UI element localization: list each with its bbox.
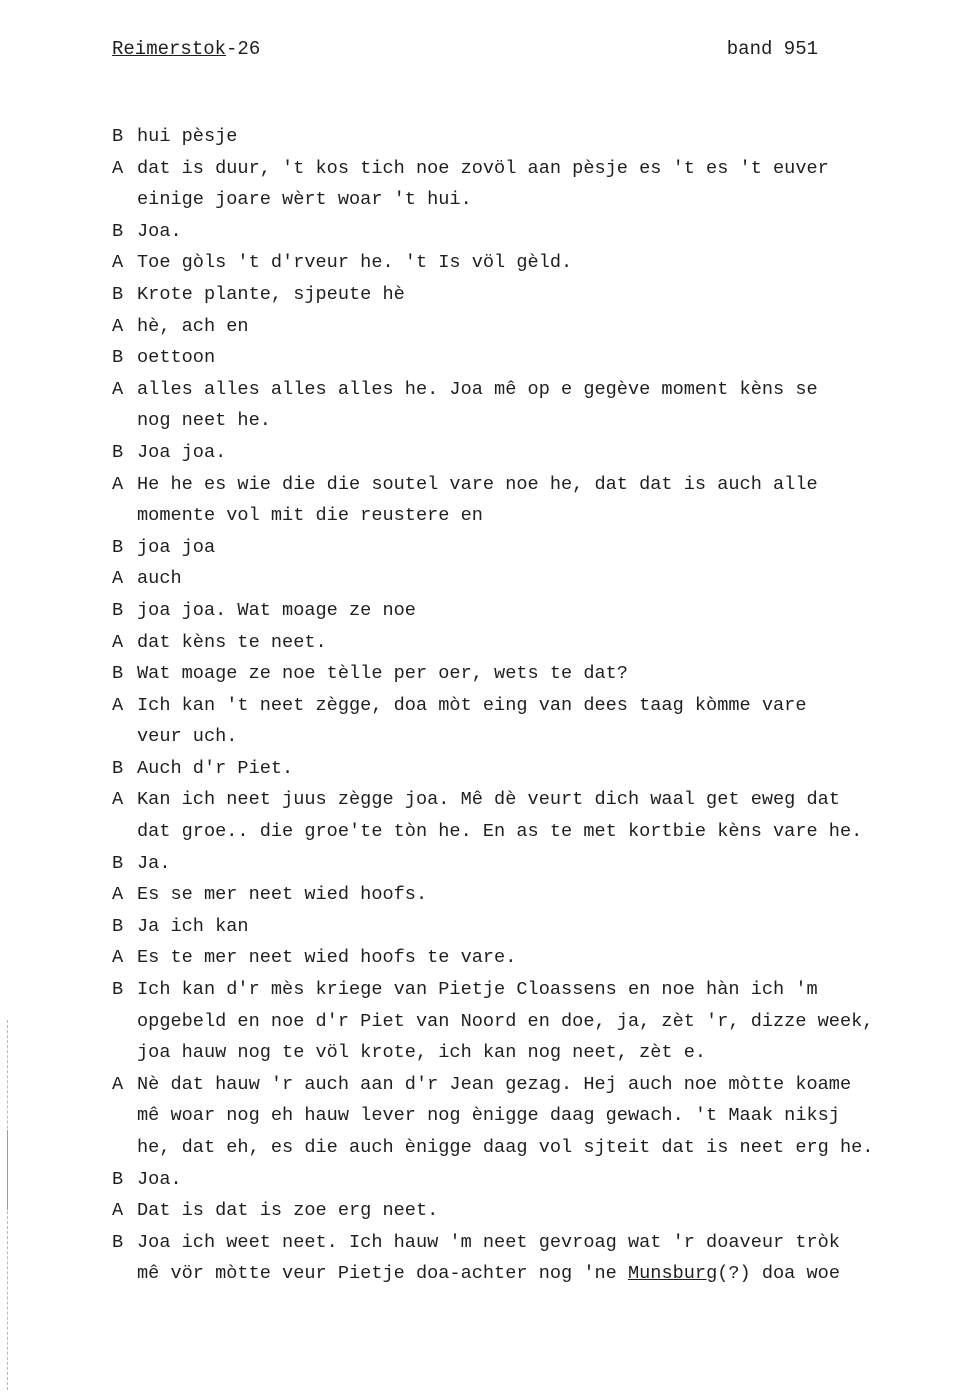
- line-text: dat kèns te neet.: [137, 631, 327, 653]
- transcript-line: [112, 1006, 957, 1038]
- transcript-line: [112, 942, 957, 974]
- line-text: Ja ich kan: [137, 915, 249, 937]
- speaker-label: B: [112, 599, 124, 621]
- transcript-line: [112, 121, 957, 153]
- transcript-line: [112, 911, 957, 943]
- transcript-line: [112, 1258, 957, 1290]
- line-text: Es se mer neet wied hoofs.: [137, 884, 428, 906]
- transcript-line: [112, 1227, 957, 1259]
- line-text: alles alles alles alles he. Joa mê op e gegève moment kèns se: [137, 378, 818, 400]
- transcript-line: [112, 153, 957, 185]
- transcript-line: [112, 627, 957, 659]
- speaker-label: A: [112, 378, 124, 400]
- line-text: He he es wie die die soutel vare noe he, dat dat is auch alle: [137, 473, 818, 495]
- speaker-label: B: [112, 220, 124, 242]
- transcript-line: [112, 595, 957, 627]
- line-text: Dat is dat is zoe erg neet.: [137, 1200, 439, 1222]
- transcript-line: [112, 247, 957, 279]
- transcript-line: [112, 879, 957, 911]
- transcript-line: [112, 1037, 957, 1069]
- band-number: band 951: [726, 38, 818, 60]
- transcript-line: [112, 816, 957, 848]
- transcript-line: [112, 342, 957, 374]
- transcript-line: [112, 974, 957, 1006]
- line-text: Ich kan 't neet zègge, doa mòt eing van dees taag kòmme vare: [137, 694, 807, 716]
- speaker-label: B: [112, 1168, 124, 1190]
- left-margin-bar: [7, 1130, 8, 1210]
- transcript-line: [112, 563, 957, 595]
- transcript-line: [112, 1069, 957, 1101]
- transcript-line: [112, 437, 957, 469]
- transcript-line: [112, 721, 957, 753]
- speaker-label: A: [112, 1200, 124, 1222]
- line-text: Joa joa.: [137, 441, 227, 463]
- line-text: Joa.: [137, 1168, 182, 1190]
- line-text: Ja.: [137, 852, 171, 874]
- speaker-label: B: [112, 757, 124, 779]
- speaker-label: A: [112, 1073, 124, 1095]
- speaker-label: A: [112, 694, 124, 716]
- line-text: Joa.: [137, 220, 182, 242]
- speaker-label: A: [112, 884, 124, 906]
- transcript-line: [112, 311, 957, 343]
- line-text: joa joa. Wat moage ze noe: [137, 599, 416, 621]
- document-title: [112, 38, 260, 60]
- transcript-body: [112, 121, 957, 1290]
- line-text: oettoon: [137, 347, 216, 369]
- line-text: mê vör mòtte veur Pietje doa-achter nog 'ne: [137, 1263, 628, 1285]
- line-text: dat groe.. die groe'te tòn he. En as te met kortbie kèns vare he.: [137, 821, 863, 843]
- line-text: hè, ach en: [137, 315, 249, 337]
- line-text: veur uch.: [137, 726, 238, 748]
- transcript-line: [112, 784, 957, 816]
- line-text: mê woar nog eh hauw lever nog ènigge daag gewach. 't Maak niksj: [137, 1105, 840, 1127]
- line-text: Es te mer neet wied hoofs te vare.: [137, 947, 517, 969]
- transcript-line: [112, 469, 957, 501]
- transcript-line: [112, 216, 957, 248]
- line-text: opgebeld en noe d'r Piet van Noord en doe, ja, zèt 'r, dizze week,: [137, 1010, 874, 1032]
- title-underlined-part: Reimerstok: [112, 38, 227, 60]
- speaker-label: B: [112, 915, 124, 937]
- speaker-label: B: [112, 126, 124, 147]
- transcript-line: [112, 1100, 957, 1132]
- line-text: nog neet he.: [137, 410, 271, 432]
- line-text: auch: [137, 568, 182, 590]
- speaker-label: B: [112, 979, 124, 1001]
- transcript-line: [112, 690, 957, 722]
- line-text: Krote plante, sjpeute hè: [137, 283, 405, 305]
- speaker-label: A: [112, 473, 124, 495]
- speaker-label: B: [112, 283, 124, 305]
- speaker-label: B: [112, 852, 124, 874]
- underlined-place-name: Munsburg: [627, 1263, 718, 1285]
- line-text: Wat moage ze noe tèlle per oer, wets te dat?: [137, 663, 628, 685]
- speaker-label: A: [112, 631, 124, 653]
- speaker-label: A: [112, 947, 124, 969]
- transcript-line: [112, 1195, 957, 1227]
- title-suffix: -26: [226, 38, 261, 60]
- speaker-label: B: [112, 347, 124, 369]
- line-text: Toe gòls 't d'rveur he. 't Is völ gèld.: [137, 252, 573, 274]
- speaker-label: A: [112, 157, 124, 179]
- speaker-label: A: [112, 252, 124, 274]
- line-text: hui pèsje: [137, 126, 238, 147]
- line-text-after: (?) doa woe: [717, 1263, 840, 1285]
- transcript-line: [112, 1132, 957, 1164]
- page-header: [112, 38, 818, 62]
- line-text: Nè dat hauw 'r auch aan d'r Jean gezag. Hej auch noe mòtte koame: [137, 1073, 852, 1095]
- line-text: einige joare wèrt woar 't hui.: [137, 189, 472, 211]
- speaker-label: B: [112, 441, 124, 463]
- transcript-line: [112, 658, 957, 690]
- transcript-line: [112, 848, 957, 880]
- line-text: joa hauw nog te völ krote, ich kan nog neet, zèt e.: [137, 1042, 707, 1064]
- speaker-label: B: [112, 536, 124, 558]
- line-text: joa joa: [137, 536, 216, 558]
- speaker-label: A: [112, 315, 124, 337]
- line-text: Joa ich weet neet. Ich hauw 'm neet gevroag wat 'r doaveur tròk: [137, 1231, 840, 1253]
- speaker-label: B: [112, 663, 124, 685]
- speaker-label: A: [112, 789, 124, 811]
- line-text: Ich kan d'r mès kriege van Pietje Cloassens en noe hàn ich 'm: [137, 979, 818, 1001]
- transcript-line: [112, 1164, 957, 1196]
- line-text: Auch d'r Piet.: [137, 757, 294, 779]
- line-text: he, dat eh, es die auch ènigge daag vol sjteit dat is neet erg he.: [137, 1137, 874, 1158]
- transcript-line: [112, 500, 957, 532]
- line-text: Kan ich neet juus zègge joa. Mê dè veurt dich waal get eweg dat: [137, 789, 840, 811]
- transcript-line: [112, 753, 957, 785]
- speaker-label: A: [112, 568, 124, 590]
- line-text: dat is duur, 't kos tich noe zovöl aan pèsje es 't es 't euver: [137, 157, 829, 179]
- line-text: momente vol mit die reustere en: [137, 505, 483, 527]
- speaker-label: B: [112, 1231, 124, 1253]
- transcript-line: [112, 184, 957, 216]
- transcript-line: [112, 279, 957, 311]
- transcript-line: [112, 405, 957, 437]
- transcript-line: [112, 374, 957, 406]
- transcript-line: [112, 532, 957, 564]
